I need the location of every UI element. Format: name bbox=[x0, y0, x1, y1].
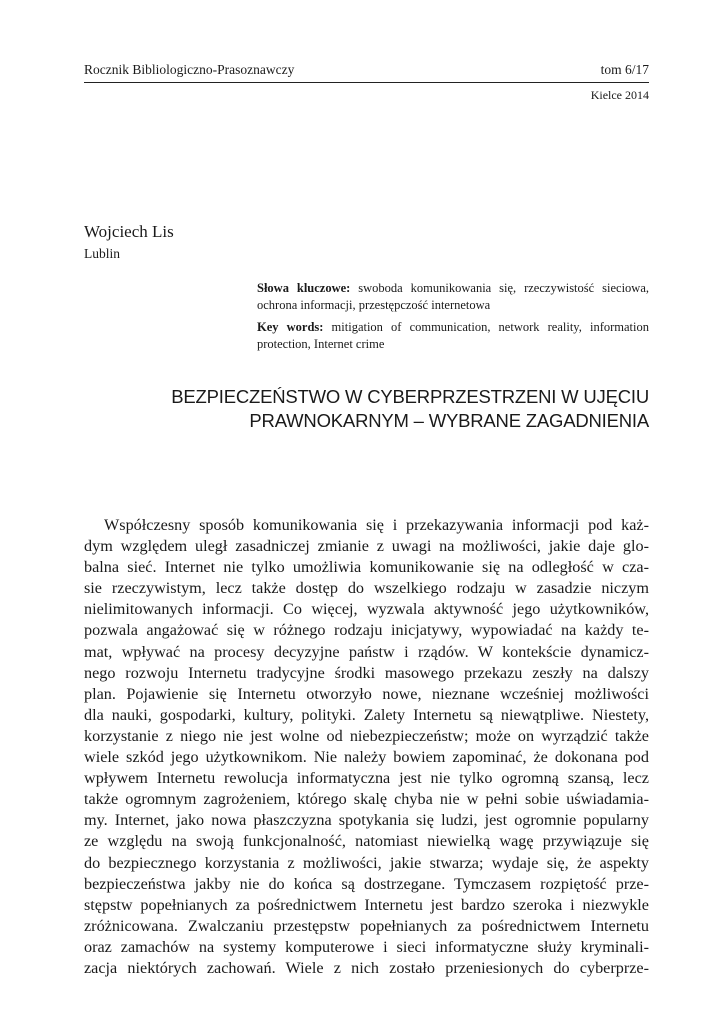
body-line: sie rzeczywistym, lecz także dostęp do wszelkiego rodzaju w zasadzie niczym bbox=[84, 579, 649, 598]
body-line: balna sieć. Internet nie tylko umożliwia komunikowanie się na odległość w cza- bbox=[84, 558, 649, 577]
body-line: bezpieczeństwa jakby nie do końca są dostrzegane. Tymczasem rozpiętość prze- bbox=[84, 874, 649, 893]
keywords-pl-text: swoboda komunikowania się, rzeczywistość sieciowa, ochrona informacji, przestępczość internetowa bbox=[257, 281, 649, 312]
body-line: wiele szkód jego użytkownikom. Nie należy bowiem zapominać, że dokonana pod bbox=[84, 748, 649, 767]
body-line: pozwala angażować się w różnego rodzaju inicjatywy, wypowiadać na każdy te- bbox=[84, 621, 649, 640]
body-line: nego rozwoju Internetu tradycyjne środki masowego przekazu zeszły na dalszy bbox=[84, 663, 649, 682]
body-line: stępstw popełnianych za pośrednictwem Internetu jest bardzo szeroka i niezwykle bbox=[84, 895, 649, 914]
body-line: nielimitowanych informacji. Co więcej, wyzwala aktywność jego użytkowników, bbox=[84, 600, 649, 619]
keywords-en bbox=[257, 319, 649, 353]
keywords-block bbox=[257, 280, 649, 358]
body-line: korzystanie z niego nie jest wolne od niebezpieczeństw; może on wyrządzić także bbox=[84, 726, 649, 745]
body-paragraph bbox=[84, 515, 649, 979]
body-line: mat, wpływać na procesy decyzyjne państw i rządów. W kontekście dynamicz- bbox=[84, 642, 649, 661]
body-line: my. Internet, jako nowa płaszczyzna spotykania się ludzi, jest ogromnie popularny bbox=[84, 811, 649, 830]
keywords-pl bbox=[257, 280, 649, 314]
body-line: zróżnicowana. Zwalczaniu przestępstw popełnianych za pośrednictwem Internetu bbox=[84, 916, 649, 935]
header-rule bbox=[84, 82, 649, 83]
body-line: do bezpiecznego korzystania z możliwości, jakie stwarza; wydaje się, że aspekty bbox=[84, 853, 649, 872]
body-line: zacja niektórych zachowań. Wiele z nich zostało przeniesionych do cyberprze- bbox=[84, 958, 649, 977]
body-line: dym względem uległ zasadniczej zmianie z uwagi na możliwości, jakie daje glo- bbox=[84, 537, 649, 556]
body-line: także ogromnym zagrożeniem, którego skalę chyba nie w pełni sobie uświadamia- bbox=[84, 790, 649, 809]
keywords-pl-label: Słowa kluczowe: bbox=[257, 281, 351, 295]
keywords-en-text: mitigation of communication, network reality, information protection, Internet crime bbox=[257, 320, 649, 351]
article-title bbox=[150, 385, 649, 433]
body-line: Współczesny sposób komunikowania się i przekazywania informacji pod każ- bbox=[104, 516, 649, 534]
journal-name: Rocznik Bibliologiczno-Prasoznawczy bbox=[84, 62, 295, 77]
body-line: dla nauki, gospodarki, kultury, polityki. Zalety Internetu są niewątpliwe. Niestety, bbox=[84, 705, 649, 724]
title-line-2: PRAWNOKARNYM – WYBRANE ZAGADNIENIA bbox=[249, 410, 649, 431]
volume-number: tom 6/17 bbox=[600, 62, 649, 77]
body-line: oraz zamachów na systemy komputerowe i sieci informatyczne służy kryminali- bbox=[84, 937, 649, 956]
keywords-en-label: Key words: bbox=[257, 320, 324, 334]
author-affiliation: Lublin bbox=[84, 246, 120, 261]
body-line: ze względu na swoją funkcjonalność, natomiast niewielką wagę przywiązuje się bbox=[84, 832, 649, 851]
place-year: Kielce 2014 bbox=[590, 88, 649, 102]
author-name: Wojciech Lis bbox=[84, 222, 174, 241]
body-line: wpływem Internetu rewolucja informatyczna jest nie tylko ogromną szansą, lecz bbox=[84, 769, 649, 788]
body-line: plan. Pojawienie się Internetu otworzyło nowe, nieznane wcześniej możliwości bbox=[84, 684, 649, 703]
title-line-1: BEZPIECZEŃSTWO W CYBERPRZESTRZENI W UJĘCIU bbox=[171, 386, 649, 407]
